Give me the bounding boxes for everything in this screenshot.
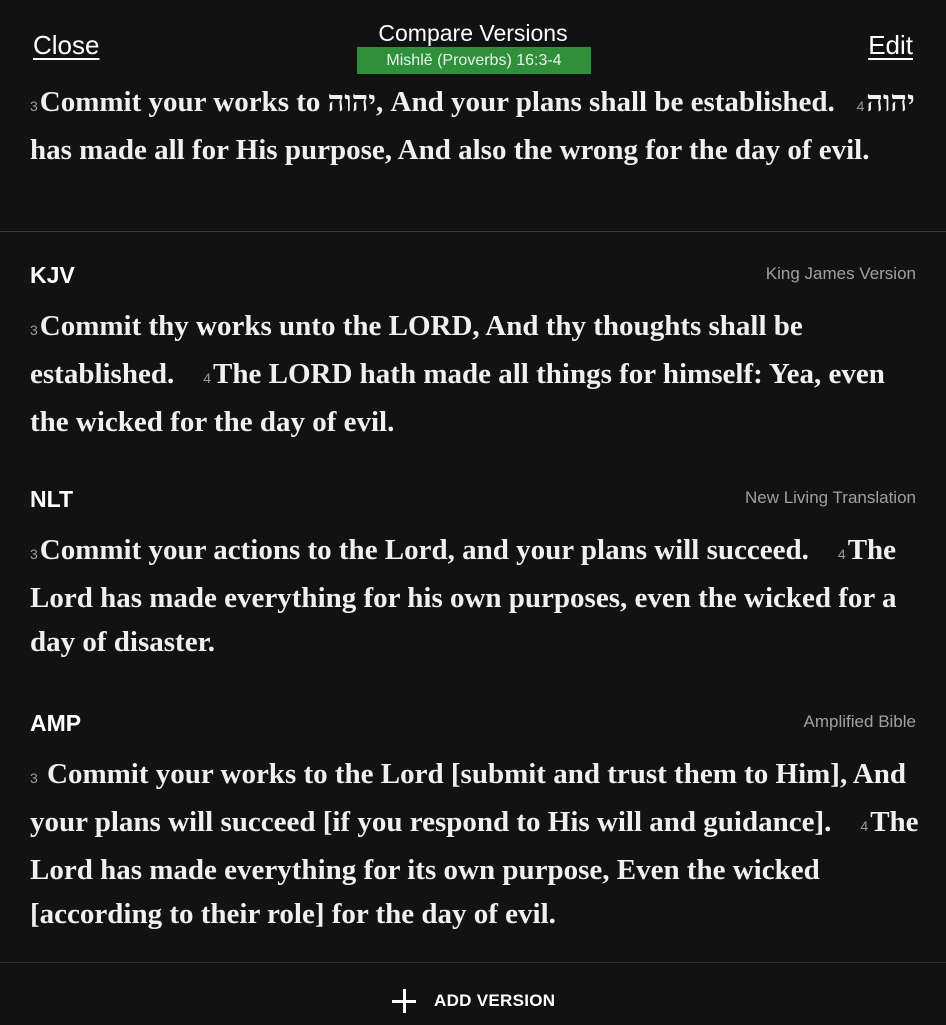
- version-name: Amplified Bible: [803, 712, 916, 731]
- version-abbreviation: KJV: [30, 262, 75, 288]
- add-version-button[interactable]: [392, 989, 555, 1013]
- reference-badge: Mishlĕ (Proverbs) 16:3-4: [357, 47, 591, 74]
- section-divider: [0, 231, 946, 232]
- version-name: New Living Translation: [744, 488, 916, 507]
- verse-number: 4: [856, 98, 865, 114]
- verse-text: The Lord has made everything for his own purposes, even the wicked for a day of disaster.: [30, 534, 897, 658]
- verse-text: יהוה has made all for His purpose, And also the wrong for the day of evil.: [30, 86, 915, 166]
- version-card-nlt: [30, 480, 916, 664]
- page-title: Compare Versions: [378, 20, 568, 46]
- primary-version-text: [30, 80, 920, 172]
- add-version-label: ADD VERSION: [434, 991, 556, 1010]
- bottom-bar: [0, 962, 946, 1025]
- verse-number: 4: [837, 546, 846, 562]
- verse-number: 3: [30, 770, 38, 786]
- verse-number: 3: [30, 322, 38, 338]
- version-abbreviation: NLT: [30, 486, 74, 512]
- verse-number: 3: [30, 98, 38, 114]
- version-text: [30, 528, 920, 664]
- top-bar: [0, 0, 946, 84]
- verse-number: 3: [30, 546, 38, 562]
- version-card-amp: [30, 704, 919, 936]
- verse-text: The LORD hath made all things for himself: Yea, even the wicked for the day of evil.: [30, 358, 885, 438]
- verse-number: 4: [203, 370, 212, 386]
- edit-button[interactable]: Edit: [868, 30, 913, 60]
- plus-icon: [392, 989, 416, 1013]
- version-text: [30, 304, 920, 444]
- version-abbreviation: AMP: [30, 710, 82, 736]
- verse-text: Commit your works to יהוה, And your plans shall be established.: [39, 86, 835, 118]
- close-button[interactable]: Close: [33, 30, 100, 60]
- verse-text: Commit your works to the Lord [submit and trust them to Him], And your plans will succeed [if you respond to His will and guidance].: [30, 758, 907, 838]
- verse-number: 4: [860, 818, 869, 834]
- verse-text: Commit thy works unto the LORD, And thy thoughts shall be established.: [30, 310, 803, 390]
- version-text: [30, 752, 920, 936]
- version-card-kjv: [30, 256, 916, 444]
- verse-text: Commit your actions to the Lord, and your plans will succeed.: [39, 534, 809, 566]
- verse-text: The Lord has made everything for its own purpose, Even the wicked [according to their role] for the day of evil.: [30, 806, 919, 930]
- version-name: King James Version: [765, 264, 916, 283]
